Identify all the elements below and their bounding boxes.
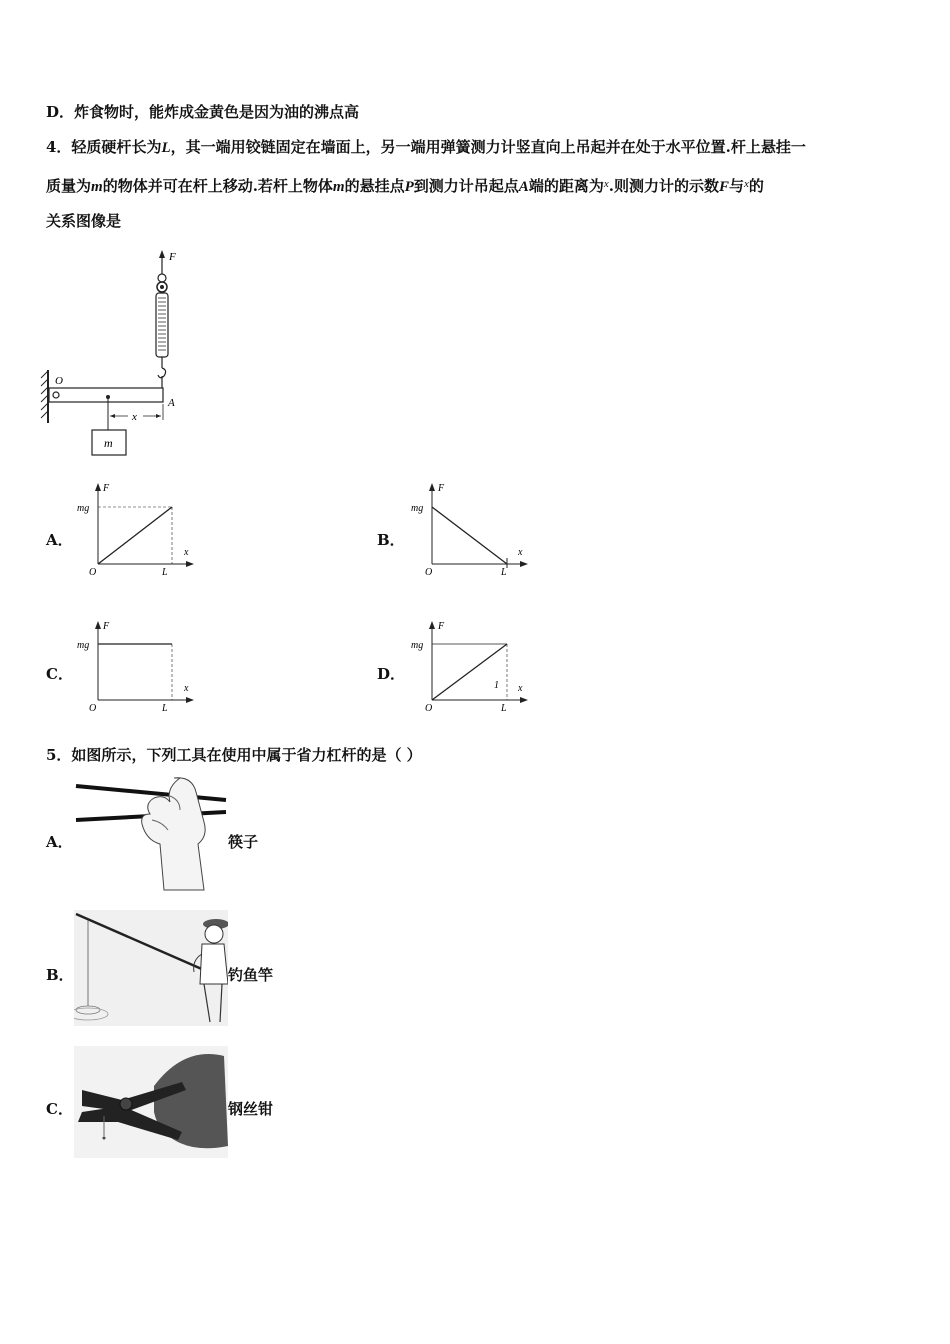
q5-option-c-name: 钢丝钳: [228, 1100, 274, 1118]
svg-text:mg: mg: [411, 503, 424, 514]
q4-option-a-label[interactable]: A．: [46, 531, 73, 549]
q5-option-a-label[interactable]: A．: [46, 833, 73, 851]
q5-option-a-name: 筷子: [228, 833, 259, 851]
figure-x: x: [132, 411, 137, 423]
q4-option-c-graph[interactable]: [76, 616, 196, 716]
q4-stem-line2: 质量为m的物体并可在杆上移动.若杆上物体m的悬挂点P到测力计吊起点A端的距离为$^x$.则测力计的示数F与$^x$的: [46, 177, 764, 195]
svg-text:L: L: [162, 703, 168, 714]
svg-text:L: L: [162, 567, 168, 578]
svg-text:mg: mg: [411, 640, 424, 651]
svg-text:1: 1: [494, 680, 499, 691]
figure-m: m: [104, 436, 113, 450]
svg-text:O: O: [425, 567, 433, 578]
q4-option-b-label[interactable]: B．: [377, 531, 405, 549]
svg-text:x: x: [518, 683, 523, 694]
figure-O: O: [55, 375, 63, 387]
q5-question: 5．如图所示，下列工具在使用中属于省力杠杆的是（ ）: [46, 746, 422, 764]
svg-text:x: x: [184, 683, 189, 694]
svg-text:F: F: [103, 483, 110, 494]
q4-option-d-label[interactable]: D．: [377, 665, 406, 683]
svg-text:mg: mg: [77, 640, 90, 651]
q3-option-d: D．炸食物时，能炸成金黄色是因为油的沸点高: [46, 103, 360, 121]
svg-text:x: x: [518, 547, 523, 558]
q4-option-c-label[interactable]: C．: [46, 665, 73, 683]
q4-option-b-graph[interactable]: [410, 478, 530, 578]
q4-stem-line1: 4．轻质硬杆长为L，其一端用铰链固定在墙面上，另一端用弹簧测力计竖直向上吊起并在处于水平位置.杆上悬挂一: [46, 138, 806, 156]
figure-A: A: [168, 397, 175, 409]
q5-option-b-name: 钓鱼竿: [228, 966, 274, 984]
q5-option-b-label[interactable]: B．: [46, 966, 74, 984]
svg-text:F: F: [103, 621, 110, 632]
svg-text:O: O: [425, 703, 433, 714]
q4-option-d-graph[interactable]: [410, 616, 530, 716]
svg-text:O: O: [89, 567, 97, 578]
svg-text:L: L: [501, 703, 507, 714]
lever-figure: [40, 248, 190, 458]
svg-text:O: O: [89, 703, 97, 714]
svg-text:L: L: [501, 567, 507, 578]
svg-text:x: x: [184, 547, 189, 558]
fishing-rod-image[interactable]: [74, 910, 228, 1026]
figure-F: F: [169, 251, 176, 263]
q4-option-a-graph[interactable]: [76, 478, 196, 578]
q5-option-c-label[interactable]: C．: [46, 1100, 73, 1118]
svg-text:F: F: [438, 483, 445, 494]
q4-stem-line3: 关系图像是: [46, 212, 122, 230]
chopsticks-image[interactable]: [74, 776, 228, 892]
svg-text:mg: mg: [77, 503, 90, 514]
svg-text:F: F: [438, 621, 445, 632]
pliers-image[interactable]: [74, 1046, 228, 1158]
